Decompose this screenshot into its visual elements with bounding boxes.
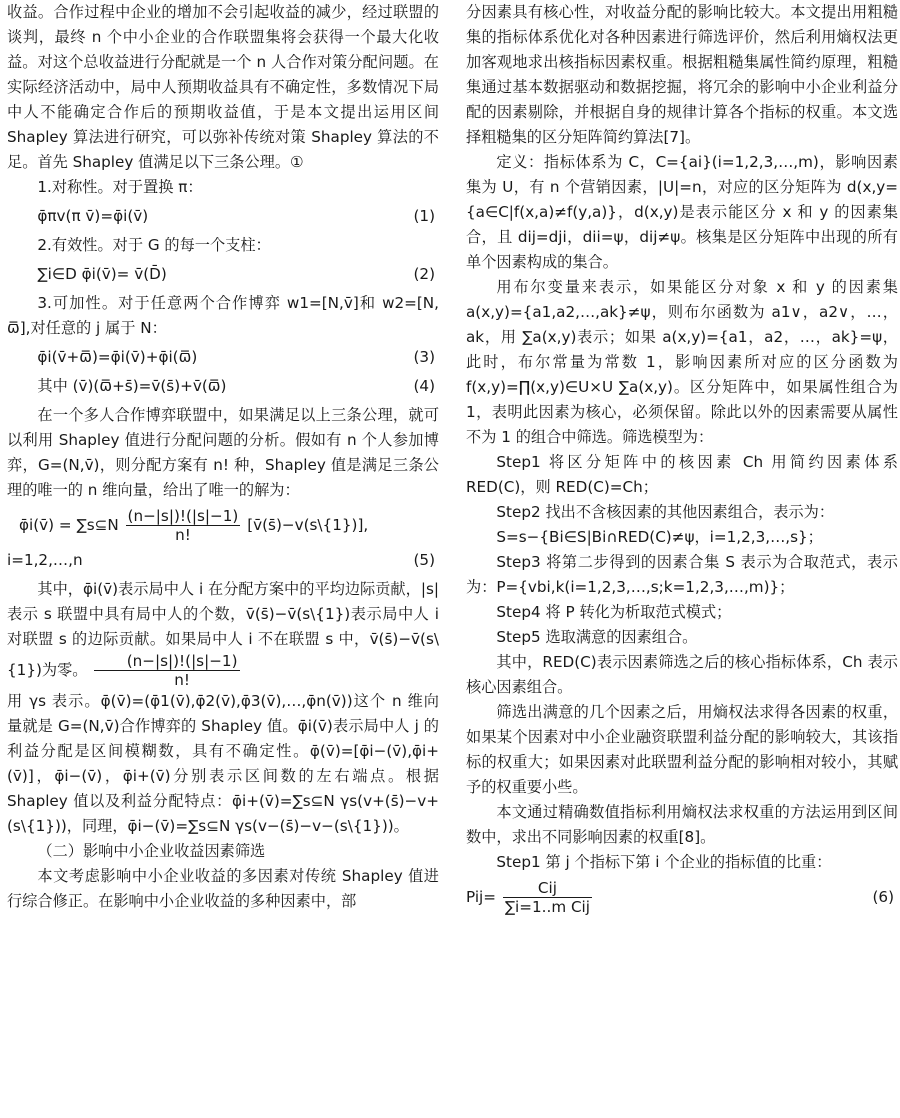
left-paragraph-4: 用 γs 表示。φ̄(v̄)=(φ̄1(v̄),φ̄2(v̄),φ̄3(v̄),…,φ̄n(v̄))这个 n 维向量就是 G=(N,v̄)合作博弈的 Shapley 值。φ̄i(v̄)表示局中人 j 的利益分配是区间模糊数，具有不确定性。φ̄(v̄)=[φ̄i−(v̄),φ̄i+(v̄)]，φ̄i−(v̄)，φ̄i+(v̄)分别表示区间数的左右端点。根据 Shapley 值以及利益分配特点：φ̄i+(v̄)=∑s⊆N γs(v+(s̄)−v+(s\{1}))，同理，φ̄i−(v̄)=∑s⊆N γs(v−(s̄)−v−(s\{1}))。: [7, 692, 439, 835]
right-paragraph-1: 分因素具有核心性，对收益分配的影响比较大。本文提出用粗糙集的指标体系优化对各种因素进行筛选评价，然后利用熵权法更加客观地求出核指标因素权重。根据粗糙集属性简约原理，粗糙集通过基本数据驱动和数据挖掘，将冗余的影响中小企业利益分配的因素剔除，并根据自身的规律计算各个指标的权重。本文选择粗糙集的区分矩阵简约算法[7]。: [466, 3, 898, 146]
equation-3-formula: φ̄i(v̄+ω̿)=φ̄i(v̄)+φ̄i(ω̿): [37, 348, 198, 366]
step-3: Step3 将第二步得到的因素合集 S 表示为合取范式，表示为：P={vbi,k(i=1,2,3,…,s;k=1,2,3,…,m)}；: [466, 553, 898, 596]
section-title: （二）影响中小企业收益因素筛选: [37, 842, 266, 860]
equation-1-number: (1): [413, 207, 435, 225]
gamma-denominator: n!: [174, 671, 190, 689]
equation-6: [466, 879, 898, 916]
equation-2-number: (2): [413, 265, 435, 283]
equation-5-denominator: n!: [175, 526, 191, 544]
right-paragraph-3: 用布尔变量来表示，如果能区分对象 x 和 y 的因素集 a(x,y)={a1,a2,…,ak}≠ψ，则布尔函数为 a1∨，a2∨，…，ak，用 ∑a(x,y)表示；如果 a(x,y)={a1，a2，…，ak}=ψ，此时，布尔常量为常数 1，影响因素所对应的区分函数为 f(x,y)=∏(x,y)∈U×U ∑a(x,y)。区分矩阵中，如果属性组合为 1，表明此因素为核心，必须保留。除此以外的因素需要从属性不为 1 的组合中筛选。筛选模型为：: [466, 278, 898, 446]
step-2-formula: S=s−{Bi∈S|Bi∩RED(C)≠ψ，i=1,2,3,…,s}；: [496, 528, 823, 546]
equation-5-lhs: φ̄i(v̄) = ∑s⊆N: [19, 516, 119, 534]
right-paragraph-4: 其中，RED(C)表示因素筛选之后的核心指标体系，Ch 表示核心因素组合。: [466, 653, 898, 696]
equation-6-numerator: Cij: [503, 879, 592, 898]
equation-6-denominator: ∑i=1..m Cij: [504, 898, 590, 916]
equation-5-range-row: [7, 548, 439, 573]
right-paragraph-5: 筛选出满意的几个因素之后，用熵权法求得各因素的权重，如果某个因素对中小企业融资联盟利益分配的影响较大，其该指标的权重大；如果因素对此联盟利益分配的影响相对较小，其赋予的权重要小些。: [466, 703, 898, 796]
equation-6-number: (6): [872, 888, 894, 906]
equation-4: [7, 374, 439, 399]
equation-2-formula: ∑i∈D φ̄i(v̄)= v̄(D̄): [37, 265, 167, 283]
right-column: [466, 0, 898, 1118]
equation-6-fraction: [503, 879, 592, 916]
left-paragraph-3: [7, 577, 439, 689]
equation-4-formula: 其中 (v̄)(ω̿+s̄)=v̄(s̄)+v̄(ω̿): [37, 377, 227, 395]
axiom-1-label: 1.对称性。对于置换 π：: [37, 178, 203, 196]
equation-6-formula: [466, 879, 594, 916]
right-paragraph-6: 本文通过精确数值指标利用熵权法求权重的方法运用到区间数中，求出不同影响因素的权重[8]。: [466, 803, 898, 846]
left-paragraph-3-text: 其中，φ̄i(v̄)表示局中人 i 在分配方案中的平均边际贡献，|s|表示 s 联盟中具有局中人的个数，v̄(s̄)−v̄(s\{1})表示局中人 i 对联盟 s 的边际贡献。如果局中人 i 不在联盟 s 中，v̄(s̄)−v̄(s\{1})为零。: [7, 580, 439, 679]
equation-1: [7, 204, 439, 229]
gamma-numerator: (n−|s|)!(|s|−1): [94, 652, 239, 671]
equation-1-formula: φ̄πv(π v̄)=φ̄i(v̄): [37, 207, 149, 225]
equation-4-number: (4): [413, 377, 435, 395]
step-2: Step2 找出不含核因素的其他因素组合，表示为：: [496, 503, 835, 521]
equation-5-rhs: [v̄(s̄)−v(s\{1})],: [247, 516, 369, 534]
entropy-step-1: Step1 第 j 个指标下第 i 个企业的指标值的比重：: [496, 853, 832, 871]
left-paragraph-5: 本文考虑影响中小企业收益的多因素对传统 Shapley 值进行综合修正。在影响中小企业收益的多种因素中，部: [7, 867, 439, 910]
left-paragraph-1: 收益。合作过程中企业的增加不会引起收益的减少，经过联盟的谈判，最终 n 个中小企业的合作联盟集将会获得一个最大化收益。对这个总收益进行分配就是一个 n 人合作对策分配问题。在实际经济活动中，局中人预期收益具有不确定性，多数情况下局中人不能确定合作后的预期收益值，于是本文提出运用区间 Shapley 算法进行研究，可以弥补传统对策 Shapley 算法的不足。首先 Shapley 值满足以下三条公理。①: [7, 3, 439, 171]
step-4: Step4 将 P 转化为析取范式模式；: [496, 603, 732, 621]
equation-5-range: i=1,2,…,n: [7, 551, 83, 569]
equation-3: [7, 345, 439, 370]
equation-6-lhs: Pij=: [466, 888, 496, 906]
gamma-fraction: [94, 652, 239, 689]
step-5: Step5 选取满意的因素组合。: [496, 628, 698, 646]
equation-3-number: (3): [413, 348, 435, 366]
axiom-2-label: 2.有效性。对于 G 的每一个支柱：: [37, 236, 271, 254]
step-1: Step1 将区分矩阵中的核因素 Ch 用简约因素体系 RED(C)，则 RED(C)=Ch；: [466, 453, 898, 496]
equation-5: [7, 507, 439, 544]
equation-5-number: (5): [413, 551, 435, 569]
equation-2: [7, 262, 439, 287]
axiom-3-label: 3.可加性。对于任意两个合作博弈 w1=[N,v̄]和 w2=[N, ω̿],对任意的 j 属于 N：: [7, 294, 439, 337]
equation-5-formula: [19, 507, 368, 544]
left-column: [7, 0, 439, 1118]
right-paragraph-2: 定义：指标体系为 C，C={ai}(i=1,2,3,…,m)，影响因素集为 U，有 n 个营销因素，|U|=n，对应的区分矩阵为 d(x,y={a∈C|f(x,a)≠f(y,a)}，d(x,y)是表示能区分 x 和 y 的因素集合，且 dij=dji，dii=ψ，dij≠ψ。核集是区分矩阵中出现的所有单个因素构成的集合。: [466, 153, 898, 271]
equation-5-numerator: (n−|s|)!(|s|−1): [127, 507, 239, 525]
equation-5-fraction: [126, 507, 241, 544]
left-paragraph-2: 在一个多人合作博弈联盟中，如果满足以上三条公理，就可以利用 Shapley 值进行分配问题的分析。假如有 n 个人参加博弈，G=(N,v̄)，则分配方案有 n! 种，Shapley 值是满足三条公理的唯一的 n 维向量，给出了唯一的解为：: [7, 406, 439, 499]
